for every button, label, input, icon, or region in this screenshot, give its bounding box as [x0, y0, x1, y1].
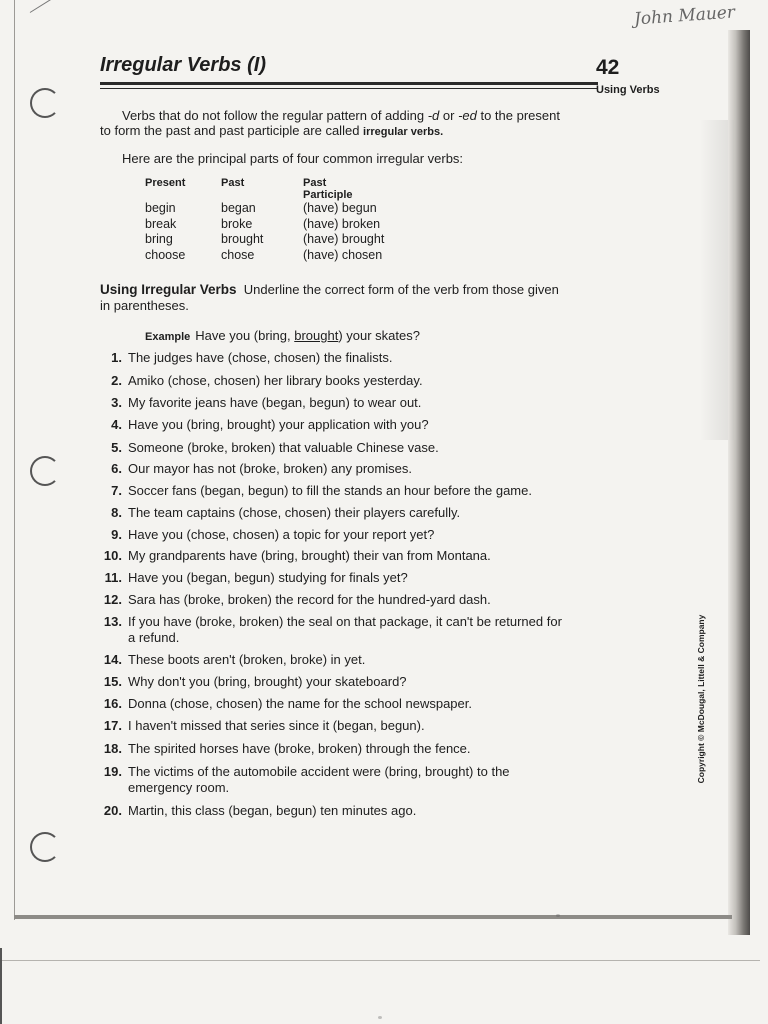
question-text: The spirited horses have (broke, broken) through the fence. [128, 741, 471, 756]
question-text: Soccer fans (began, begun) to fill the stands an hour before the game. [128, 483, 532, 498]
question-text: Our mayor has not (broke, broken) any promises. [128, 461, 412, 476]
question-text: The victims of the automobile accident were (bring, brought) to the emergency room. [128, 764, 510, 795]
pencil-mark [30, 0, 73, 13]
question-number: 3. [111, 395, 122, 410]
intro-text-2: to the present to form the past and past participle are called [100, 108, 560, 138]
section-label: Using Verbs [596, 84, 660, 96]
intro-paragraph [100, 108, 570, 140]
binder-hole-middle [30, 456, 60, 486]
question-number: 12. [103, 592, 122, 607]
binder-hole-top [30, 88, 60, 118]
scanner-edge-mark [0, 948, 2, 1024]
intro-d-suffix: -d [427, 108, 440, 123]
question-text: Donna (chose, chosen) the name for the school newspaper. [128, 696, 472, 711]
title-rule-thick [100, 82, 598, 85]
question-number: 16. [103, 696, 122, 711]
intro-ed-suffix: -ed [458, 108, 477, 123]
question-text: Have you (chose, chosen) a topic for your report yet? [128, 527, 435, 542]
question-text: The judges have (chose, chosen) the finalists. [128, 350, 393, 365]
question-number: 20. [103, 803, 122, 818]
exercise-title: Using Irregular Verbs [100, 282, 237, 297]
scanner-line [0, 960, 760, 961]
question-number: 15. [103, 674, 122, 689]
question-text: Have you (began, begun) studying for finals yet? [128, 570, 408, 585]
scan-right-edge [728, 30, 750, 935]
question-number: 1. [111, 350, 122, 365]
example-text-before: Have you (bring, [195, 328, 295, 343]
header-present: Present [145, 177, 186, 189]
exercise-instructions: Underline the correct form of the verb from those given in parentheses. [100, 282, 559, 313]
question-text: Have you (bring, brought) your application with you? [128, 417, 429, 432]
intro-or: or [439, 108, 459, 123]
header-past-participle: Past Participle [303, 177, 353, 201]
exercise-heading [100, 282, 570, 314]
page-bottom-edge [14, 915, 732, 919]
intro-text-1: Verbs that do not follow the regular pattern of adding [122, 108, 428, 123]
question-text: These boots aren't (broken, broke) in yet. [128, 652, 366, 667]
example-label: Example [145, 331, 191, 343]
principal-parts-cell: began [221, 201, 256, 215]
copyright-notice: Copyright © McDougal, Littell & Company [696, 614, 706, 784]
example-answer: brought [294, 328, 339, 343]
worksheet-title: Irregular Verbs (I) [100, 54, 266, 76]
table-intro: Here are the principal parts of four common irregular verbs: [122, 151, 464, 166]
header-past: Past [221, 177, 245, 189]
principal-parts-cell: broke [221, 216, 253, 231]
principal-parts-cell: break [145, 216, 177, 231]
question-number: 9. [111, 527, 122, 542]
principal-parts-cell: choose [145, 247, 186, 262]
question-text: My favorite jeans have (began, begun) to wear out. [128, 395, 422, 410]
principal-parts-cell: (have) chosen [303, 247, 383, 262]
question-number: 5. [111, 440, 122, 455]
question-number: 11. [104, 570, 122, 585]
question-text: Someone (broke, broken) that valuable Chinese vase. [128, 440, 439, 455]
principal-parts-cell: (have) begun [303, 201, 377, 215]
principal-parts-cell: bring [145, 232, 173, 246]
intro-term: irregular verbs. [363, 126, 444, 138]
question-text: The team captains (chose, chosen) their players carefully. [128, 505, 461, 520]
example-line [145, 328, 420, 343]
question-text: Martin, this class (began, begun) ten minutes ago. [128, 803, 417, 818]
question-text: My grandparents have (bring, brought) their van from Montana. [128, 548, 491, 563]
question-number: 7. [111, 483, 122, 498]
principal-parts-cell: chose [221, 247, 255, 262]
question-number: 2. [111, 373, 122, 388]
principal-parts-cell: (have) brought [303, 232, 385, 246]
question-text: If you have (broke, broken) the seal on that package, it can't be returned for a refund. [128, 614, 562, 645]
question-number: 13. [103, 614, 122, 629]
question-number: 4. [111, 417, 122, 432]
handwritten-signature: John Mauer [633, 2, 736, 30]
question-number: 17. [103, 718, 122, 733]
question-number: 19. [103, 764, 122, 779]
title-rule-thin [100, 88, 598, 89]
question-text: I haven't missed that series since it (began, begun). [128, 718, 425, 733]
binder-hole-bottom [30, 832, 60, 862]
scan-left-border [14, 0, 15, 920]
question-number: 10. [103, 548, 122, 563]
question-text: Amiko (chose, chosen) her library books yesterday. [128, 373, 423, 388]
principal-parts-cell: brought [221, 232, 264, 246]
principal-parts-cell: (have) broken [303, 216, 381, 231]
question-text: Why don't you (bring, brought) your skateboard? [128, 674, 407, 689]
question-number: 18. [103, 741, 122, 756]
question-number: 14. [103, 652, 122, 667]
question-number: 8. [111, 505, 122, 520]
scan-speck [556, 914, 560, 917]
scan-speck [378, 1016, 382, 1019]
page-number: 42 [596, 56, 620, 79]
example-text-after: ) your skates? [338, 328, 420, 343]
question-number: 6. [111, 461, 122, 476]
question-text: Sara has (broke, broken) the record for the hundred-yard dash. [128, 592, 491, 607]
principal-parts-cell: begin [145, 201, 176, 215]
